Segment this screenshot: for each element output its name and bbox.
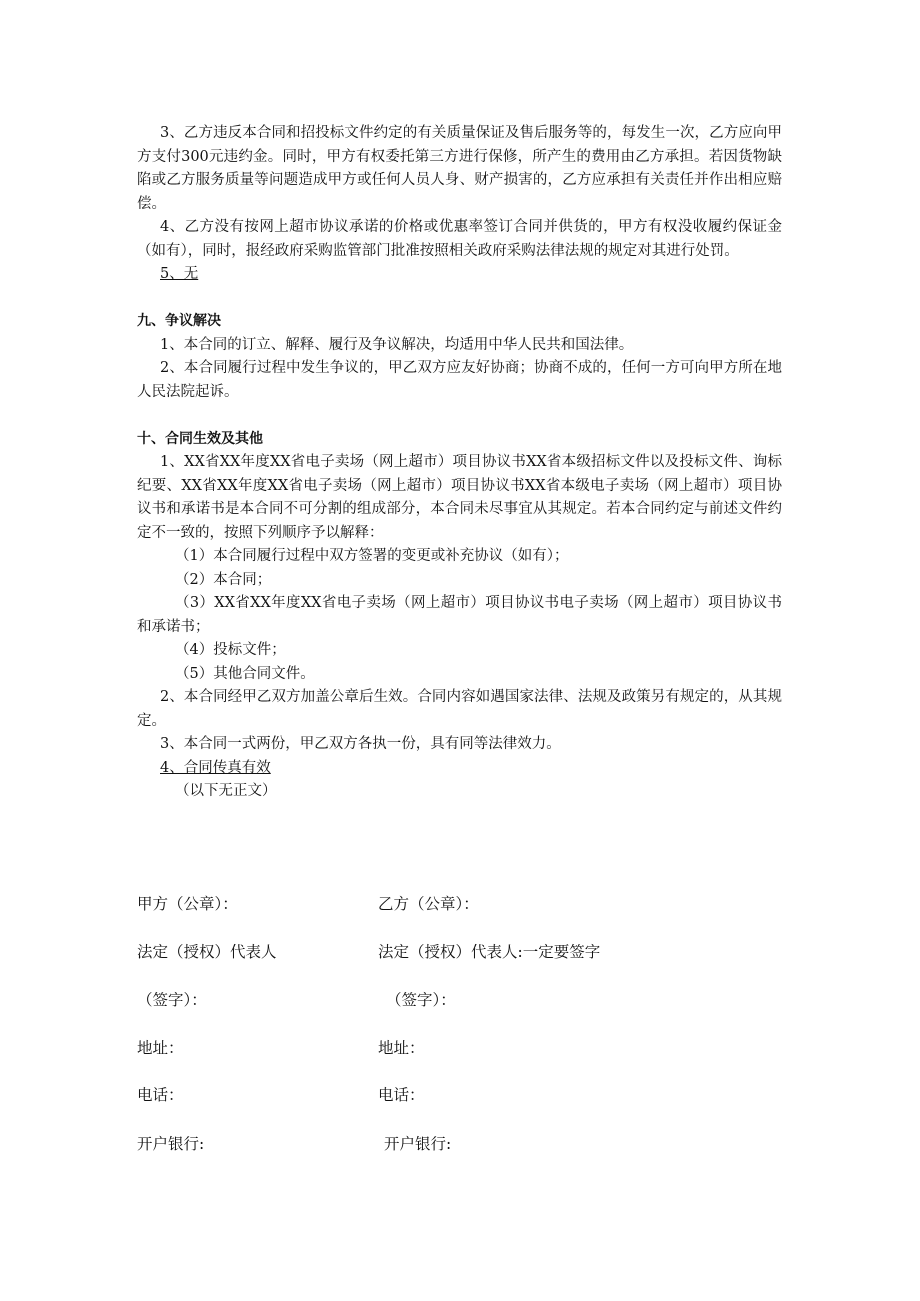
clause-10-1-sub-4: （4）投标文件； <box>175 642 286 658</box>
clause-8-5: 5、无 <box>160 266 199 282</box>
party-a-signature: （签字）： <box>137 991 207 1009</box>
clause-10-1-sub-2: （2）本合同； <box>175 571 272 588</box>
party-b-address: 地址： <box>378 1039 425 1057</box>
clause-10-4: 4、合同传真有效 <box>160 759 271 776</box>
party-a-bank: 开户银行: <box>137 1135 205 1153</box>
clause-10-1-sub-1: （1）本合同履行过程中双方签署的变更或补充协议（如有）； <box>175 548 569 564</box>
party-b-seal: 乙方（公章）： <box>378 895 479 913</box>
party-b-signature: （签字）： <box>386 991 456 1009</box>
clause-10-3: 3、本合同一式两份，甲乙双方各执一份，具有同等法律效力。 <box>160 736 561 752</box>
clause-10-1-sub-5: （5）其他合同文件。 <box>175 665 315 682</box>
clause-9-1: 1、本合同的订立、解释、履行及争议解决，均适用中华人民共和国法律。 <box>160 336 634 353</box>
party-b-phone: 电话： <box>378 1086 425 1104</box>
clause-8-4: 4、乙方没有按网上超市协议承诺的价格或优惠率签订合同并供货的，甲方有权没收履约保证金（如有），同时，报经政府采购监管部门批准按照相关政府采购法律法规的规定对其进行处罚。 <box>137 219 782 259</box>
clause-10-2: 2、本合同经甲乙双方加盖公章后生效。合同内容如遇国家法律、法规及政策另有规定的，从其规定。 <box>137 689 782 729</box>
clause-8-3: 3、乙方违反本合同和招投标文件约定的有关质量保证及售后服务等的，每发生一次，乙方应向甲方支付300元违约金。同时，甲方有权委托第三方进行保修，所产生的费用由乙方承担。若因货物缺陷或乙方服务质量等问题造成甲方或任何人员人身、财产损害的，乙方应承担有关责任并作出相应赔偿。 <box>137 125 782 212</box>
party-a-representative: 法定（授权）代表人 <box>137 943 277 961</box>
party-b-representative: 法定（授权）代表人:一定要签字 <box>378 943 601 961</box>
section-10-heading: 十、合同生效及其他 <box>137 430 263 447</box>
clause-10-1-sub-3: （3）XX省XX年度XX省电子卖场（网上超市）项目协议书电子卖场（网上超市）项目协议书和承诺书； <box>137 595 782 635</box>
party-a-address: 地址： <box>137 1039 184 1057</box>
party-a-phone: 电话： <box>137 1086 184 1104</box>
section-9-heading: 九、争议解决 <box>137 313 221 329</box>
party-b-bank: 开户银行: <box>384 1135 452 1153</box>
clause-9-2: 2、本合同履行过程中发生争议的，甲乙双方应友好协商；协商不成的，任何一方可向甲方所在地人民法院起诉。 <box>137 360 782 400</box>
party-a-seal: 甲方（公章）： <box>137 895 238 913</box>
contract-body <box>137 122 782 804</box>
clause-10-1: 1、XX省XX年度XX省电子卖场（网上超市）项目协议书XX省本级招标文件以及投标文件、询标纪要、XX省XX年度XX省电子卖场（网上超市）项目协议书XX省本级电子卖场（网上超市）项目协议书和承诺书是本合同不可分割的组成部分，本合同未尽事宜从其规定。若本合同约定与前述文件约定不一致的，按照下列顺序予以解释： <box>137 454 782 541</box>
end-note: （以下无正文） <box>175 783 277 799</box>
